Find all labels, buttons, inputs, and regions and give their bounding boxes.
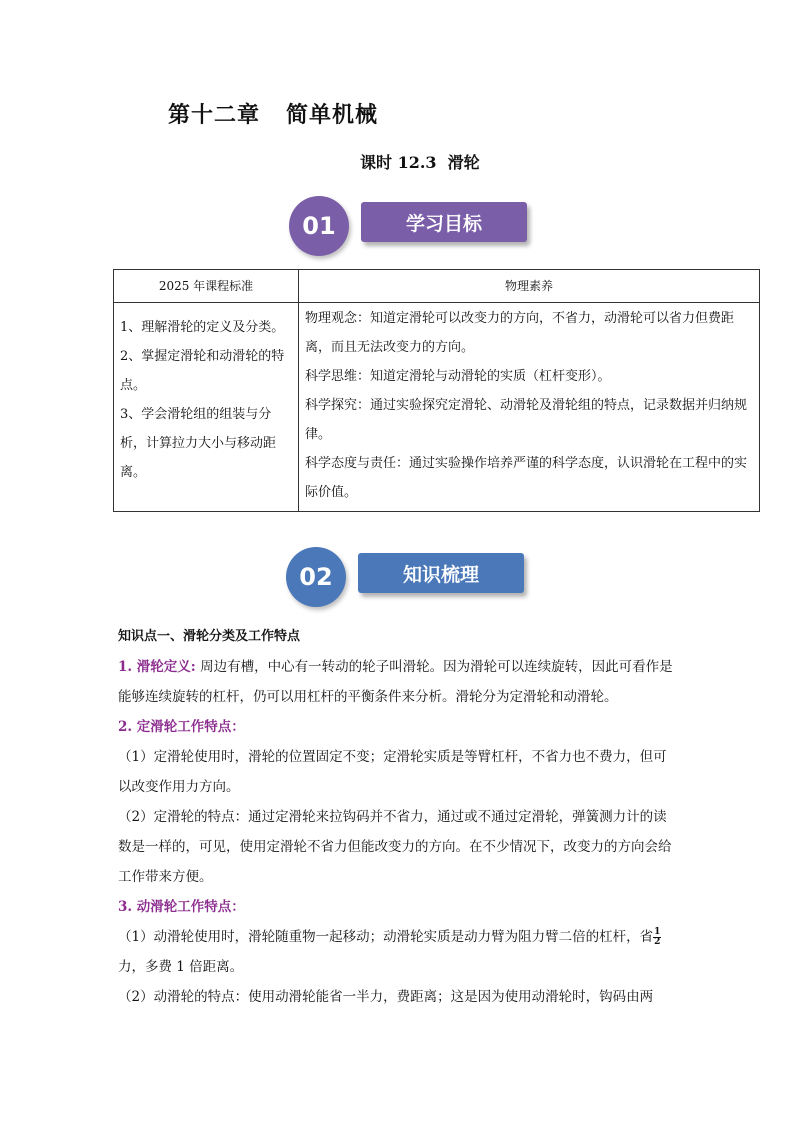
standard-item: 2、掌握定滑轮和动滑轮的特点。 — [120, 349, 285, 393]
knowledge-point-title: 知识点一、滑轮分类及工作特点 — [118, 629, 301, 644]
standard-item: 1、理解滑轮的定义及分类。 — [120, 320, 285, 335]
fixed-pulley-heading: 2. 定滑轮工作特点： — [118, 719, 245, 735]
definition-label: 1. 滑轮定义: — [118, 659, 196, 675]
literacy-item: 科学态度与责任：通过实验操作培养严谨的科学态度，认识滑轮在工程中的实际价值。 — [305, 456, 748, 500]
chapter-title: 第十二章 简单机械 — [168, 102, 378, 128]
fixed-pulley-item: （1）定滑轮使用时，滑轮的位置固定不变；定滑轮实质是等臂杠杆，不省力也不费力，但可以改变作用力方向。 — [118, 749, 667, 795]
movable-pulley-item — [118, 922, 678, 982]
table-row — [114, 303, 760, 512]
fraction-one-half — [653, 928, 661, 947]
fraction-denominator: 2 — [654, 937, 661, 947]
objectives-table — [113, 269, 760, 512]
section-badge-objectives — [289, 192, 549, 262]
movable-item-text: （1）动滑轮使用时，滑轮随重物一起移动；动滑轮实质是动力臂为阻力臂二倍的杠杆，省 — [118, 929, 654, 945]
section-number-02: 02 — [286, 547, 346, 607]
fixed-pulley-item: （2）定滑轮的特点：通过定滑轮来拉钩码并不省力，通过或不通过定滑轮，弹簧测力计的读数是一样的，可见，使用定滑轮不省力但能改变力的方向。在不少情况下，改变力的方向会给工作带来方便。 — [118, 809, 672, 885]
fraction-numerator: 1 — [654, 927, 661, 937]
header-standards: 2025 年课程标准 — [114, 270, 299, 303]
literacy-cell — [299, 303, 760, 512]
movable-pulley-heading: 3. 动滑轮工作特点： — [118, 899, 245, 915]
section-badge-knowledge — [286, 543, 546, 613]
movable-pulley-item: （2）动滑轮的特点：使用动滑轮能省一半力，费距离；这是因为使用动滑轮时，钩码由两 — [118, 989, 654, 1005]
standard-item: 3、学会滑轮组的组装与分析，计算拉力大小与移动距离。 — [120, 407, 277, 480]
definition-text: 周边有槽，中心有一转动的轮子叫滑轮。因为滑轮可以连续旋转，因此可看作是能够连续旋转的杠杆，仍可以用杠杆的平衡条件来分析。滑轮分为定滑轮和动滑轮。 — [118, 659, 673, 705]
lesson-title: 课时 12.3 滑轮 — [360, 153, 480, 172]
movable-item-text: 力，多费 1 倍距离。 — [118, 959, 244, 975]
literacy-item: 物理观念：知道定滑轮可以改变力的方向，不省力，动滑轮可以省力但费距离，而且无法改变力的方向。 — [305, 311, 735, 355]
definition-paragraph — [118, 652, 678, 712]
section-number-01: 01 — [289, 196, 349, 256]
literacy-item: 科学探究：通过实验探究定滑轮、动滑轮及滑轮组的特点，记录数据并归纳规律。 — [305, 398, 748, 442]
header-literacy: 物理素养 — [299, 270, 760, 303]
section-title-knowledge: 知识梳理 — [358, 553, 524, 593]
literacy-item: 科学思维：知道定滑轮与动滑轮的实质（杠杆变形）。 — [305, 369, 611, 384]
standards-cell — [114, 303, 299, 512]
knowledge-content — [118, 622, 678, 1012]
section-title-objectives: 学习目标 — [361, 202, 527, 242]
table-header-row — [114, 270, 760, 303]
